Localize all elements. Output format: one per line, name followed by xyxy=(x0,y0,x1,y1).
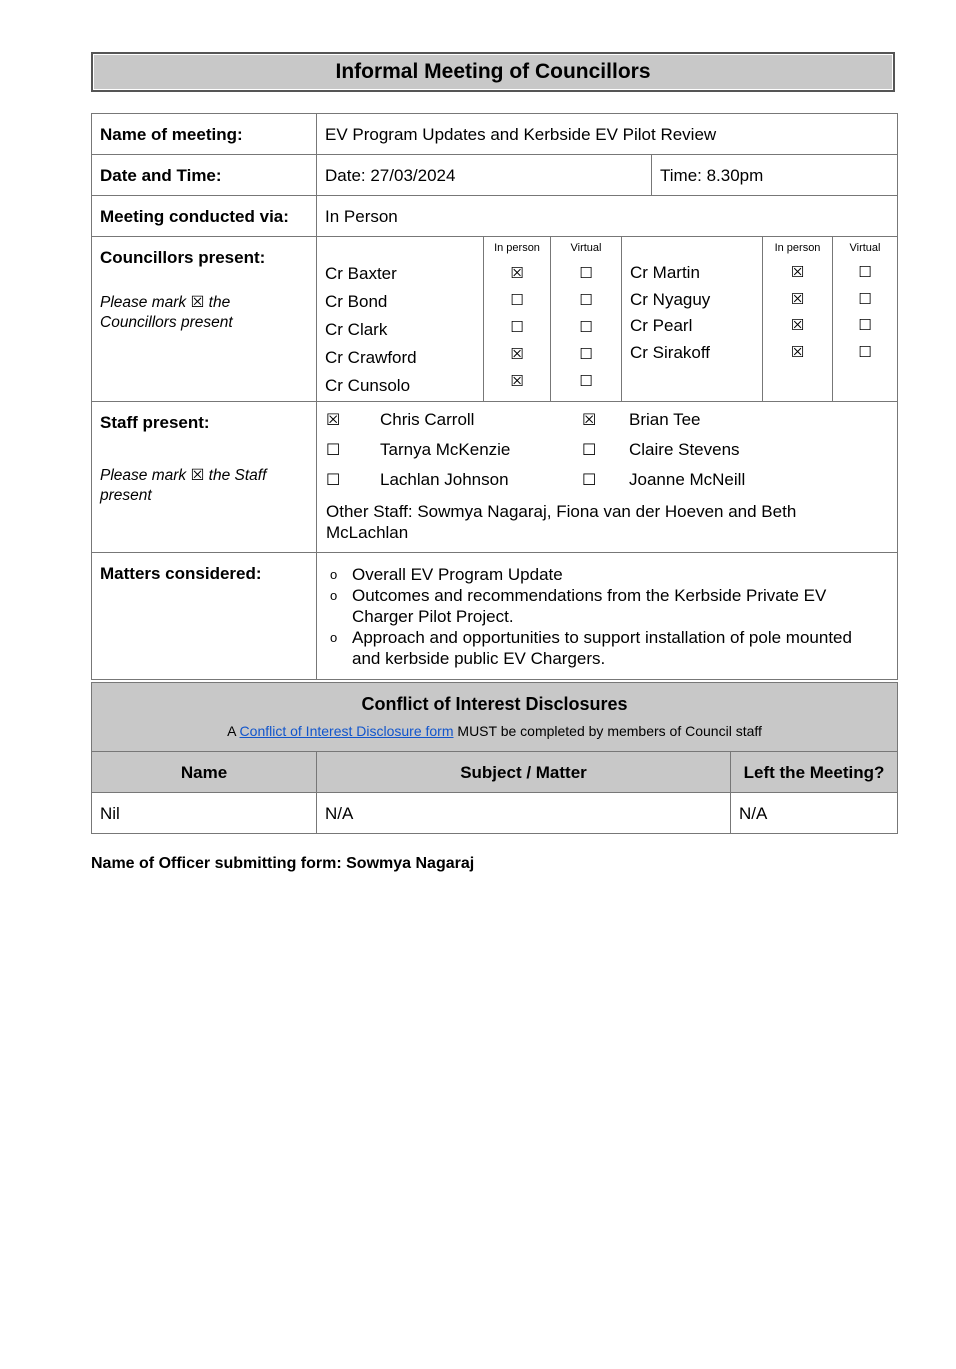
staff-checkbox[interactable]: ☐ xyxy=(582,472,597,489)
in-person-checkbox[interactable]: ☒ xyxy=(790,317,805,334)
submitting-officer: Name of Officer submitting form: Sowmya Nagaraj xyxy=(91,855,475,872)
virtual-checkbox[interactable]: ☐ xyxy=(858,290,872,308)
in-person-checkbox[interactable]: ☐ xyxy=(510,292,524,309)
meeting-time: Time: 8.30pm xyxy=(652,155,898,196)
councillor-name: Cr Crawford xyxy=(325,348,417,367)
label-matters-considered: Matters considered: xyxy=(92,553,317,680)
councillors-note: Please mark ☒ the Councillors present xyxy=(100,294,233,331)
coi-sub-prefix: A xyxy=(227,723,240,739)
label-name-of-meeting: Name of meeting: xyxy=(92,114,317,155)
circle-bullet-icon: o xyxy=(330,588,338,603)
meeting-date: Date: 27/03/2024 xyxy=(317,155,652,196)
virtual-checkbox[interactable]: ☐ xyxy=(579,292,593,309)
councillors-left-names xyxy=(317,237,483,401)
list-item xyxy=(326,564,877,585)
col-header-in-person: In person xyxy=(494,242,540,254)
col-header-virtual: Virtual xyxy=(849,242,881,254)
councillor-name: Cr Sirakoff xyxy=(630,342,710,362)
staff-name: Chris Carroll xyxy=(380,410,475,429)
staff-label-cell xyxy=(92,402,317,553)
meeting-name: EV Program Updates and Kerbside EV Pilot Review xyxy=(317,114,898,155)
conflict-of-interest-table xyxy=(91,682,898,834)
coi-col-subject: Subject / Matter xyxy=(317,752,731,793)
staff-checkbox[interactable]: ☒ xyxy=(582,412,597,429)
coi-col-name: Name xyxy=(92,752,317,793)
councillor-name: Cr Martin xyxy=(630,263,700,282)
coi-sub-suffix: MUST be completed by members of Council staff xyxy=(453,723,762,739)
councillors-grid-cell xyxy=(317,237,898,402)
label-date-and-time: Date and Time: xyxy=(92,155,317,196)
virtual-checkbox[interactable]: ☐ xyxy=(858,317,872,334)
in-person-checkbox[interactable]: ☒ xyxy=(790,264,805,281)
staff-list xyxy=(317,402,897,552)
label-councillors-present: Councillors present: xyxy=(100,248,266,267)
other-staff: Other Staff: Sowmya Nagaraj, Fiona van der Hoeven and Beth McLachlan xyxy=(326,502,797,542)
virtual-checkbox[interactable]: ☐ xyxy=(579,373,593,390)
staff-checkbox[interactable]: ☒ xyxy=(326,412,341,429)
councillors-right-virtual xyxy=(832,237,897,401)
virtual-checkbox[interactable]: ☐ xyxy=(858,264,872,281)
list-item xyxy=(326,585,877,627)
councillor-name: Cr Clark xyxy=(325,320,388,339)
staff-cell xyxy=(317,402,898,553)
form-title: Informal Meeting of Councillors xyxy=(335,60,651,83)
label-staff-present: Staff present: xyxy=(100,413,210,432)
meeting-details-table xyxy=(91,113,898,680)
councillors-label-cell xyxy=(92,237,317,402)
councillors-grid xyxy=(317,237,897,401)
councillors-left-in-person xyxy=(483,237,550,401)
virtual-checkbox[interactable]: ☐ xyxy=(579,319,593,336)
coi-header-cell xyxy=(92,683,898,752)
matters-list xyxy=(326,564,877,669)
coi-form-link[interactable]: Conflict of Interest Disclosure form xyxy=(239,723,454,739)
staff-checkbox[interactable]: ☐ xyxy=(326,472,341,489)
councillor-name: Cr Bond xyxy=(325,292,388,311)
in-person-checkbox[interactable]: ☒ xyxy=(790,290,805,308)
in-person-checkbox[interactable]: ☒ xyxy=(510,373,524,390)
staff-checkbox[interactable]: ☐ xyxy=(582,442,597,459)
councillor-name: Cr Baxter xyxy=(325,264,397,283)
matter-text: Outcomes and recommendations from the Kerbside Private EV Charger Pilot Project. xyxy=(352,586,827,626)
form-title-box xyxy=(91,52,895,92)
staff-checkbox[interactable]: ☐ xyxy=(326,442,341,459)
staff-name: Tarnya McKenzie xyxy=(380,440,511,459)
staff-note: Please mark ☒ the Staff present xyxy=(100,467,267,504)
coi-cell-left: N/A xyxy=(731,793,898,834)
in-person-checkbox[interactable]: ☐ xyxy=(510,319,524,336)
coi-instruction xyxy=(92,715,897,739)
councillor-name: Cr Cunsolo xyxy=(325,376,411,395)
matters-cell xyxy=(317,553,898,680)
in-person-checkbox[interactable]: ☒ xyxy=(790,343,805,361)
coi-cell-name: Nil xyxy=(92,793,317,834)
councillor-name: Cr Pearl xyxy=(630,316,693,335)
circle-bullet-icon: o xyxy=(330,630,338,645)
col-header-in-person: In person xyxy=(774,242,821,254)
in-person-checkbox[interactable]: ☒ xyxy=(510,265,524,282)
councillors-left-virtual xyxy=(550,237,621,401)
table-row xyxy=(92,793,898,834)
matter-text: Overall EV Program Update xyxy=(352,565,563,584)
staff-name: Claire Stevens xyxy=(629,440,740,459)
matter-text: Approach and opportunities to support installation of pole mounted and kerbside public EV Chargers. xyxy=(352,628,852,668)
coi-cell-subject: N/A xyxy=(317,793,731,834)
in-person-checkbox[interactable]: ☒ xyxy=(510,346,524,363)
col-header-virtual: Virtual xyxy=(570,242,602,254)
staff-name: Joanne McNeill xyxy=(629,470,746,489)
coi-col-left: Left the Meeting? xyxy=(731,752,898,793)
label-conducted-via: Meeting conducted via: xyxy=(92,196,317,237)
staff-name: Lachlan Johnson xyxy=(380,470,509,489)
staff-name: Brian Tee xyxy=(629,410,701,429)
councillor-name: Cr Nyaguy xyxy=(630,289,711,309)
circle-bullet-icon: o xyxy=(330,567,338,582)
virtual-checkbox[interactable]: ☐ xyxy=(579,346,593,363)
virtual-checkbox[interactable]: ☐ xyxy=(858,343,872,361)
list-item xyxy=(326,627,877,669)
meeting-via: In Person xyxy=(317,196,898,237)
councillors-right-names xyxy=(621,237,762,401)
coi-title: Conflict of Interest Disclosures xyxy=(361,694,628,714)
councillors-right-in-person xyxy=(762,237,832,401)
virtual-checkbox[interactable]: ☐ xyxy=(579,265,593,282)
